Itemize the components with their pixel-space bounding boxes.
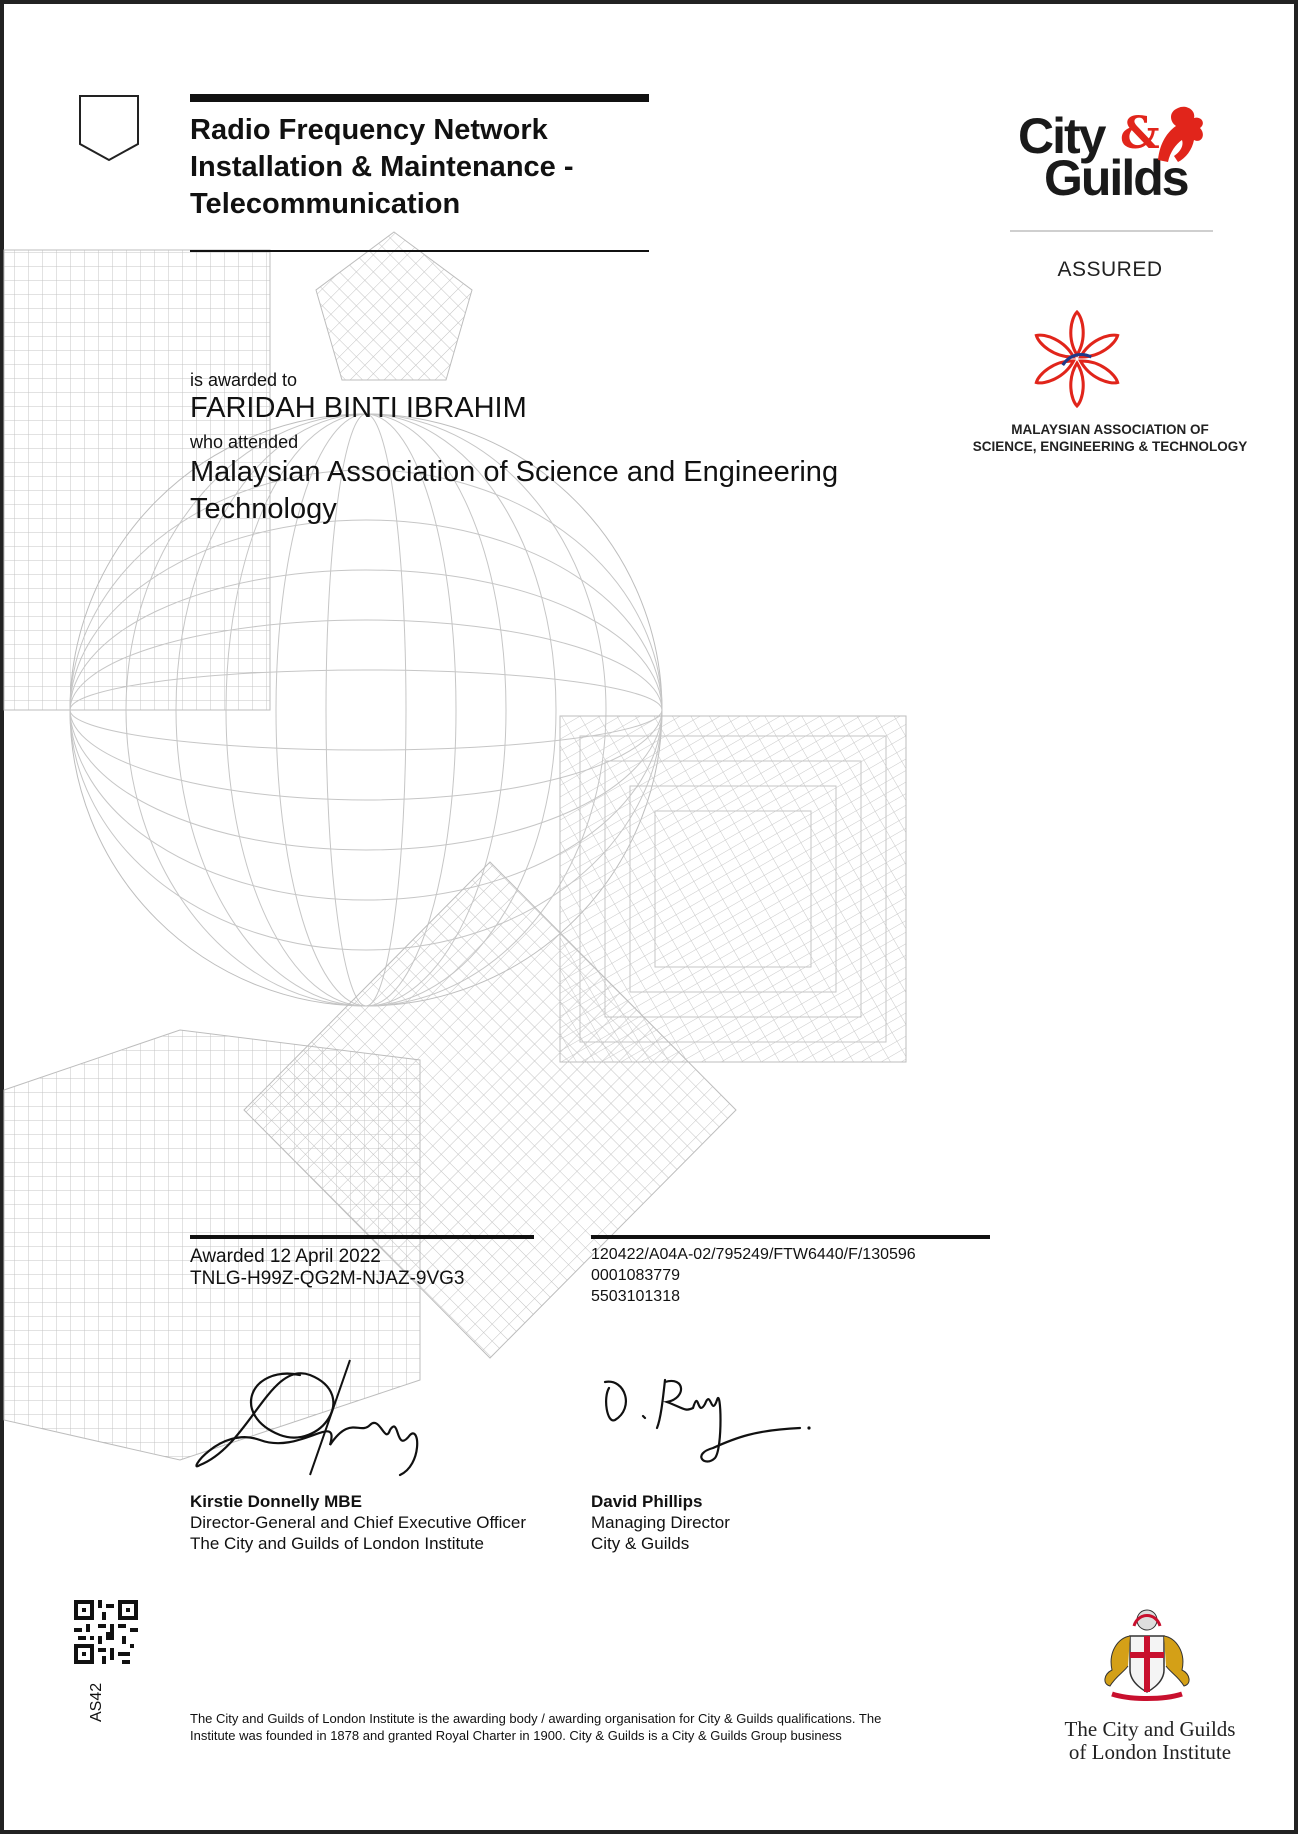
title-line-3: Telecommunication <box>190 188 461 220</box>
logo-guilds: Guilds <box>1044 150 1188 206</box>
partner-name <box>930 421 1290 455</box>
partner-line-2: SCIENCE, ENGINEERING & TECHNOLOGY <box>972 439 1248 454</box>
lion-icon <box>1150 100 1210 166</box>
shield-icon <box>78 94 140 162</box>
logo-ampersand: & <box>1120 108 1160 159</box>
logo-city: City <box>1018 108 1105 164</box>
partner-line-1: MALAYSIAN ASSOCIATION OF <box>1011 422 1209 437</box>
assured-label: ASSURED <box>1057 258 1163 281</box>
candidate-name: FARIDAH BINTI IBRAHIM <box>190 392 527 424</box>
title-line-2: Installation & Maintenance - <box>190 151 574 183</box>
verification-code: TNLG-H99Z-QG2M-NJAZ-9VG3 <box>190 1268 465 1289</box>
partner-flower-emblem <box>1026 308 1128 410</box>
signatory-1 <box>190 1491 526 1554</box>
signatory-2-role: Managing Director <box>591 1513 730 1532</box>
signatory-2-org: City & Guilds <box>591 1534 690 1553</box>
signature-david-phillips <box>595 1368 820 1478</box>
award-details <box>190 1246 464 1290</box>
signatory-2 <box>591 1491 730 1554</box>
attended-label: who attended <box>190 432 299 452</box>
reference-numbers <box>591 1244 916 1307</box>
qr-code <box>74 1600 138 1664</box>
institute-wordmark <box>1040 1718 1260 1764</box>
footer-line-1: The City and Guilds of London Institute is the awarding body / awarding organisation for City & Guilds qualifications. The <box>190 1711 882 1726</box>
title-top-bar <box>190 94 649 102</box>
reference-rule <box>591 1235 990 1239</box>
signatory-2-name: David Phillips <box>591 1492 703 1511</box>
reference-2: 0001083779 <box>591 1267 680 1284</box>
awarded-date: Awarded 12 April 2022 <box>190 1246 381 1267</box>
reference-3: 5503101318 <box>591 1288 680 1305</box>
awarded-to-label: is awarded to <box>190 370 298 390</box>
signature-kirstie-donnelly <box>190 1355 430 1485</box>
signatory-1-org: The City and Guilds of London Institute <box>190 1534 484 1553</box>
footer-note <box>190 1710 1010 1744</box>
award-rule <box>190 1235 534 1239</box>
footer-line-2: Institute was founded in 1878 and granted Royal Charter in 1900. City & Guilds is a City & Guilds Group business <box>190 1728 842 1743</box>
logo-divider <box>1010 230 1213 232</box>
qualification-title <box>190 112 660 223</box>
institute-line-2: of London Institute <box>1068 1740 1232 1764</box>
form-code: AS42 <box>88 1682 105 1722</box>
title-bottom-rule <box>190 250 649 252</box>
centre-line-2: Technology <box>190 493 337 525</box>
signatory-1-name: Kirstie Donnelly MBE <box>190 1492 362 1511</box>
reference-1: 120422/A04A-02/795249/FTW6440/F/130596 <box>591 1246 916 1263</box>
institute-line-1: The City and Guilds <box>1064 1717 1236 1741</box>
coat-of-arms-icon <box>1090 1596 1204 1708</box>
centre-line-1: Malaysian Association of Science and Engineering <box>190 456 839 488</box>
centre-name <box>190 454 910 528</box>
signatory-1-role: Director-General and Chief Executive Officer <box>190 1513 527 1532</box>
city-and-guilds-logo <box>1014 100 1214 220</box>
title-line-1: Radio Frequency Network <box>190 114 548 146</box>
